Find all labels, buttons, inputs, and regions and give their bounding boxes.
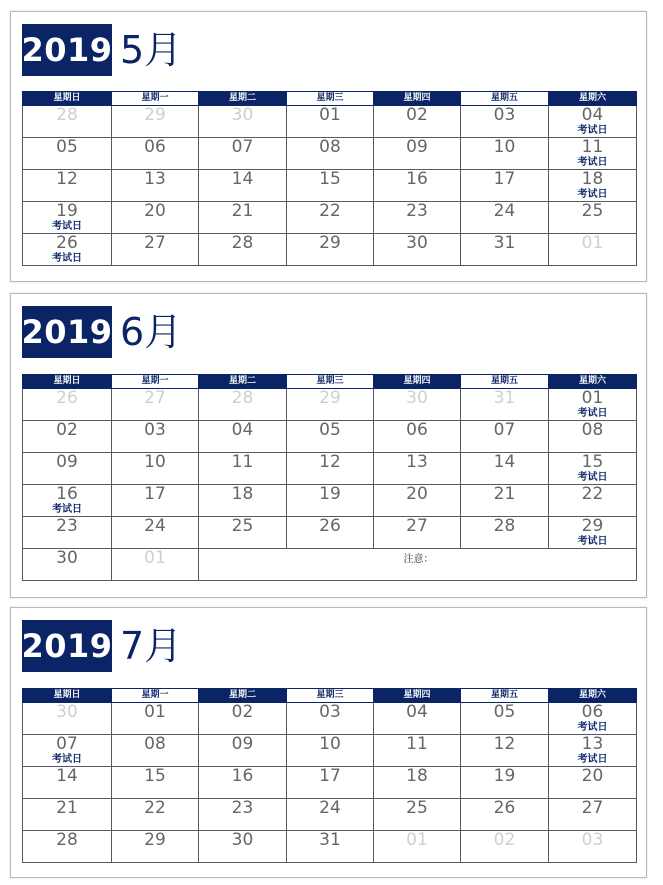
day-cell[interactable] xyxy=(112,485,199,517)
month-label: 5月 xyxy=(120,28,183,72)
day-cell[interactable] xyxy=(461,170,549,202)
day-cell[interactable] xyxy=(549,389,637,421)
day-number: 23 xyxy=(406,201,428,221)
day-number: 25 xyxy=(406,798,428,818)
day-number: 31 xyxy=(319,830,341,850)
day-cell[interactable] xyxy=(461,799,549,831)
day-number: 28 xyxy=(231,388,254,408)
day-number: 06 xyxy=(406,420,428,440)
day-cell[interactable] xyxy=(549,138,637,170)
day-number: 29 xyxy=(581,516,604,536)
day-cell[interactable] xyxy=(461,485,549,517)
day-number: 07 xyxy=(493,420,516,440)
day-cell[interactable] xyxy=(199,421,287,453)
day-number: 07 xyxy=(231,137,254,157)
calendar-panel-july xyxy=(10,607,647,878)
day-cell[interactable] xyxy=(461,106,549,138)
day-cell[interactable] xyxy=(23,453,112,485)
week-row xyxy=(23,106,637,138)
exam-day-label: 考试日 xyxy=(52,754,82,765)
day-cell[interactable] xyxy=(23,799,112,831)
day-number: 17 xyxy=(493,169,516,189)
weekday-header: 星期六 xyxy=(549,92,637,106)
weekday-header: 星期三 xyxy=(287,689,374,703)
day-cell[interactable] xyxy=(461,831,549,863)
day-cell[interactable] xyxy=(23,767,112,799)
day-cell[interactable] xyxy=(549,799,637,831)
day-cell[interactable] xyxy=(374,453,461,485)
day-cell[interactable] xyxy=(461,767,549,799)
weekday-header: 星期二 xyxy=(199,689,287,703)
day-cell[interactable] xyxy=(112,170,199,202)
day-number: 28 xyxy=(56,105,78,125)
weekday-header-row xyxy=(23,375,637,389)
day-number: 11 xyxy=(406,734,428,754)
calendar-grid xyxy=(22,91,637,266)
day-number: 05 xyxy=(319,420,341,440)
day-cell[interactable] xyxy=(199,485,287,517)
day-cell[interactable] xyxy=(199,799,287,831)
day-number: 07 xyxy=(56,734,78,754)
day-cell[interactable] xyxy=(374,517,461,549)
day-number: 26 xyxy=(56,233,78,253)
day-cell[interactable] xyxy=(461,202,549,234)
day-number: 20 xyxy=(406,484,428,504)
day-cell[interactable] xyxy=(112,831,199,863)
day-cell[interactable] xyxy=(199,831,287,863)
day-cell[interactable] xyxy=(23,106,112,138)
day-cell[interactable] xyxy=(287,703,374,735)
day-number: 10 xyxy=(144,452,166,472)
day-cell[interactable] xyxy=(23,735,112,767)
weekday-header: 星期日 xyxy=(23,375,112,389)
day-number: 28 xyxy=(493,516,516,536)
day-number: 02 xyxy=(231,702,254,722)
calendar-grid xyxy=(22,688,637,863)
day-number: 13 xyxy=(406,452,428,472)
day-cell[interactable] xyxy=(374,234,461,266)
year-label: 2019 xyxy=(22,24,112,76)
day-cell[interactable] xyxy=(287,453,374,485)
day-cell[interactable] xyxy=(23,234,112,266)
day-cell[interactable] xyxy=(112,138,199,170)
day-cell[interactable] xyxy=(199,106,287,138)
day-cell[interactable] xyxy=(287,485,374,517)
day-number: 01 xyxy=(581,233,604,253)
day-number: 14 xyxy=(56,766,78,786)
exam-day-label: 考试日 xyxy=(577,125,608,136)
week-row xyxy=(23,767,637,799)
day-number: 31 xyxy=(493,388,516,408)
exam-day-label: 考试日 xyxy=(577,472,608,483)
day-number: 08 xyxy=(581,420,604,440)
day-cell[interactable] xyxy=(199,735,287,767)
day-cell[interactable] xyxy=(374,421,461,453)
week-row xyxy=(23,389,637,421)
weekday-header: 星期四 xyxy=(374,375,461,389)
weekday-header: 星期日 xyxy=(23,689,112,703)
day-cell[interactable] xyxy=(374,799,461,831)
weekday-header-row xyxy=(23,689,637,703)
day-number: 18 xyxy=(231,484,254,504)
day-cell[interactable] xyxy=(112,703,199,735)
day-number: 18 xyxy=(581,169,604,189)
day-cell[interactable] xyxy=(199,234,287,266)
day-number: 02 xyxy=(406,105,428,125)
day-cell[interactable] xyxy=(199,517,287,549)
day-cell[interactable] xyxy=(549,831,637,863)
week-row xyxy=(23,138,637,170)
day-cell[interactable] xyxy=(23,170,112,202)
weekday-header: 星期五 xyxy=(461,92,549,106)
day-number: 29 xyxy=(144,830,166,850)
day-cell[interactable] xyxy=(287,421,374,453)
day-cell[interactable] xyxy=(23,421,112,453)
day-cell[interactable] xyxy=(112,517,199,549)
week-row xyxy=(23,453,637,485)
day-cell[interactable] xyxy=(374,202,461,234)
day-number: 22 xyxy=(144,798,166,818)
day-cell[interactable] xyxy=(549,767,637,799)
day-cell[interactable] xyxy=(23,202,112,234)
weekday-header: 星期一 xyxy=(112,92,199,106)
weekday-header: 星期一 xyxy=(112,375,199,389)
week-row xyxy=(23,799,637,831)
day-cell[interactable] xyxy=(461,453,549,485)
day-number: 24 xyxy=(493,201,516,221)
day-cell[interactable] xyxy=(23,703,112,735)
exam-day-label: 考试日 xyxy=(577,189,608,200)
day-number: 11 xyxy=(231,452,254,472)
exam-day-label: 考试日 xyxy=(577,754,608,765)
calendar-panel-may xyxy=(10,11,647,282)
day-cell[interactable] xyxy=(461,517,549,549)
weekday-header: 星期三 xyxy=(287,92,374,106)
weekday-header: 星期一 xyxy=(112,689,199,703)
day-number: 28 xyxy=(56,830,78,850)
day-number: 24 xyxy=(144,516,166,536)
day-cell[interactable] xyxy=(199,767,287,799)
day-number: 04 xyxy=(406,702,428,722)
day-number: 08 xyxy=(144,734,166,754)
month-label: 6月 xyxy=(120,310,183,354)
day-number: 14 xyxy=(493,452,516,472)
day-number: 23 xyxy=(231,798,254,818)
day-number: 16 xyxy=(406,169,428,189)
day-cell[interactable] xyxy=(287,517,374,549)
day-number: 03 xyxy=(319,702,341,722)
day-number: 01 xyxy=(406,830,428,850)
week-row xyxy=(23,703,637,735)
day-number: 03 xyxy=(493,105,516,125)
day-number: 04 xyxy=(231,420,254,440)
day-cell[interactable] xyxy=(287,170,374,202)
day-cell[interactable] xyxy=(287,202,374,234)
week-row xyxy=(23,831,637,863)
day-number: 17 xyxy=(144,484,166,504)
day-number: 09 xyxy=(231,734,254,754)
day-cell[interactable] xyxy=(287,767,374,799)
day-number: 21 xyxy=(493,484,516,504)
day-cell[interactable] xyxy=(287,138,374,170)
month-header xyxy=(22,306,182,358)
day-number: 06 xyxy=(144,137,166,157)
week-row xyxy=(23,735,637,767)
year-label: 2019 xyxy=(22,306,112,358)
day-number: 05 xyxy=(56,137,78,157)
day-cell[interactable] xyxy=(461,421,549,453)
day-cell[interactable] xyxy=(461,234,549,266)
day-number: 29 xyxy=(319,233,341,253)
calendar-grid xyxy=(22,374,637,581)
day-cell[interactable] xyxy=(374,735,461,767)
weekday-header-row xyxy=(23,92,637,106)
day-number: 01 xyxy=(319,105,341,125)
exam-day-label: 考试日 xyxy=(577,722,608,733)
week-row xyxy=(23,170,637,202)
day-cell[interactable] xyxy=(23,831,112,863)
day-cell[interactable] xyxy=(549,735,637,767)
week-row xyxy=(23,485,637,517)
day-number: 26 xyxy=(56,388,78,408)
day-number: 19 xyxy=(493,766,516,786)
day-cell[interactable] xyxy=(23,389,112,421)
day-number: 05 xyxy=(493,702,516,722)
month-label: 7月 xyxy=(120,624,183,668)
day-number: 28 xyxy=(231,233,254,253)
day-number: 02 xyxy=(493,830,516,850)
year-label: 2019 xyxy=(22,620,112,672)
day-cell[interactable] xyxy=(112,234,199,266)
day-cell[interactable] xyxy=(374,767,461,799)
day-cell[interactable] xyxy=(461,735,549,767)
day-cell[interactable] xyxy=(374,170,461,202)
day-number: 19 xyxy=(56,201,78,221)
weekday-header: 星期三 xyxy=(287,375,374,389)
day-number: 02 xyxy=(56,420,78,440)
day-cell[interactable] xyxy=(112,735,199,767)
day-cell[interactable] xyxy=(112,106,199,138)
notes-label: 注意： xyxy=(403,554,434,565)
day-number: 21 xyxy=(231,201,254,221)
day-number: 15 xyxy=(319,169,341,189)
day-number: 03 xyxy=(144,420,166,440)
month-header xyxy=(22,24,182,76)
day-number: 11 xyxy=(581,137,604,157)
month-header xyxy=(22,620,182,672)
day-cell[interactable] xyxy=(549,517,637,549)
day-number: 01 xyxy=(581,388,604,408)
day-cell[interactable] xyxy=(549,170,637,202)
day-number: 24 xyxy=(319,798,341,818)
day-number: 06 xyxy=(581,702,604,722)
day-number: 04 xyxy=(581,105,604,125)
day-cell[interactable] xyxy=(287,799,374,831)
day-number: 26 xyxy=(493,798,516,818)
day-number: 30 xyxy=(56,548,78,568)
weekday-header: 星期二 xyxy=(199,375,287,389)
day-cell[interactable] xyxy=(112,549,199,581)
day-cell[interactable] xyxy=(23,485,112,517)
weekday-header: 星期日 xyxy=(23,92,112,106)
day-cell[interactable] xyxy=(199,170,287,202)
day-number: 27 xyxy=(144,388,166,408)
weekday-header: 星期五 xyxy=(461,689,549,703)
day-cell[interactable] xyxy=(112,421,199,453)
day-number: 10 xyxy=(319,734,341,754)
exam-day-label: 考试日 xyxy=(52,253,82,264)
day-number: 29 xyxy=(319,388,341,408)
day-cell[interactable] xyxy=(287,735,374,767)
day-number: 22 xyxy=(581,484,604,504)
day-cell[interactable] xyxy=(549,106,637,138)
day-number: 10 xyxy=(493,137,516,157)
day-number: 25 xyxy=(231,516,254,536)
day-number: 16 xyxy=(56,484,78,504)
day-number: 19 xyxy=(319,484,341,504)
day-number: 12 xyxy=(319,452,341,472)
day-cell[interactable] xyxy=(549,421,637,453)
day-number: 01 xyxy=(144,702,166,722)
day-cell[interactable] xyxy=(549,234,637,266)
day-cell[interactable] xyxy=(549,485,637,517)
day-number: 21 xyxy=(56,798,78,818)
exam-day-label: 考试日 xyxy=(52,504,82,515)
day-number: 30 xyxy=(406,233,428,253)
day-cell[interactable] xyxy=(199,703,287,735)
day-number: 23 xyxy=(56,516,78,536)
day-cell[interactable] xyxy=(374,389,461,421)
day-cell[interactable] xyxy=(199,389,287,421)
day-cell[interactable] xyxy=(23,517,112,549)
day-cell[interactable] xyxy=(112,767,199,799)
day-cell[interactable] xyxy=(461,138,549,170)
notes-cell xyxy=(199,549,637,581)
exam-day-label: 考试日 xyxy=(577,536,608,547)
day-number: 12 xyxy=(493,734,516,754)
day-number: 30 xyxy=(406,388,428,408)
day-cell[interactable] xyxy=(287,234,374,266)
day-number: 15 xyxy=(581,452,604,472)
day-number: 26 xyxy=(319,516,341,536)
day-cell[interactable] xyxy=(549,703,637,735)
day-number: 03 xyxy=(581,830,604,850)
day-cell[interactable] xyxy=(374,138,461,170)
day-number: 17 xyxy=(319,766,341,786)
day-number: 13 xyxy=(144,169,166,189)
day-number: 12 xyxy=(56,169,78,189)
weekday-header: 星期六 xyxy=(549,375,637,389)
day-cell[interactable] xyxy=(461,703,549,735)
day-number: 20 xyxy=(144,201,166,221)
day-number: 31 xyxy=(493,233,516,253)
day-cell[interactable] xyxy=(287,106,374,138)
day-number: 29 xyxy=(144,105,166,125)
day-cell[interactable] xyxy=(23,549,112,581)
week-row xyxy=(23,234,637,266)
day-cell[interactable] xyxy=(374,485,461,517)
day-cell[interactable] xyxy=(112,799,199,831)
weekday-header: 星期二 xyxy=(199,92,287,106)
day-number: 27 xyxy=(144,233,166,253)
day-cell[interactable] xyxy=(112,202,199,234)
day-number: 16 xyxy=(231,766,254,786)
day-cell[interactable] xyxy=(23,138,112,170)
day-number: 20 xyxy=(581,766,604,786)
day-cell[interactable] xyxy=(199,453,287,485)
weekday-header: 星期四 xyxy=(374,92,461,106)
week-row xyxy=(23,549,637,581)
day-number: 30 xyxy=(56,702,78,722)
day-cell[interactable] xyxy=(374,703,461,735)
day-number: 18 xyxy=(406,766,428,786)
day-number: 13 xyxy=(581,734,604,754)
day-cell[interactable] xyxy=(287,831,374,863)
day-cell[interactable] xyxy=(461,389,549,421)
day-number: 09 xyxy=(56,452,78,472)
weekday-header: 星期五 xyxy=(461,375,549,389)
day-number: 25 xyxy=(581,201,604,221)
day-number: 15 xyxy=(144,766,166,786)
day-cell[interactable] xyxy=(199,138,287,170)
day-cell[interactable] xyxy=(549,453,637,485)
day-cell[interactable] xyxy=(287,389,374,421)
weekday-header: 星期四 xyxy=(374,689,461,703)
week-row xyxy=(23,421,637,453)
day-number: 09 xyxy=(406,137,428,157)
day-number: 01 xyxy=(144,548,166,568)
exam-day-label: 考试日 xyxy=(52,221,82,232)
day-number: 30 xyxy=(231,105,254,125)
exam-day-label: 考试日 xyxy=(577,408,608,419)
day-cell[interactable] xyxy=(549,202,637,234)
weekday-header: 星期六 xyxy=(549,689,637,703)
day-cell[interactable] xyxy=(374,831,461,863)
week-row xyxy=(23,517,637,549)
day-number: 27 xyxy=(581,798,604,818)
week-row xyxy=(23,202,637,234)
day-cell[interactable] xyxy=(374,106,461,138)
calendar-panel-june xyxy=(10,293,647,598)
day-number: 30 xyxy=(231,830,254,850)
day-number: 27 xyxy=(406,516,428,536)
day-cell[interactable] xyxy=(112,453,199,485)
exam-day-label: 考试日 xyxy=(577,157,608,168)
day-cell[interactable] xyxy=(199,202,287,234)
day-number: 22 xyxy=(319,201,341,221)
day-cell[interactable] xyxy=(112,389,199,421)
day-number: 14 xyxy=(231,169,254,189)
day-number: 08 xyxy=(319,137,341,157)
